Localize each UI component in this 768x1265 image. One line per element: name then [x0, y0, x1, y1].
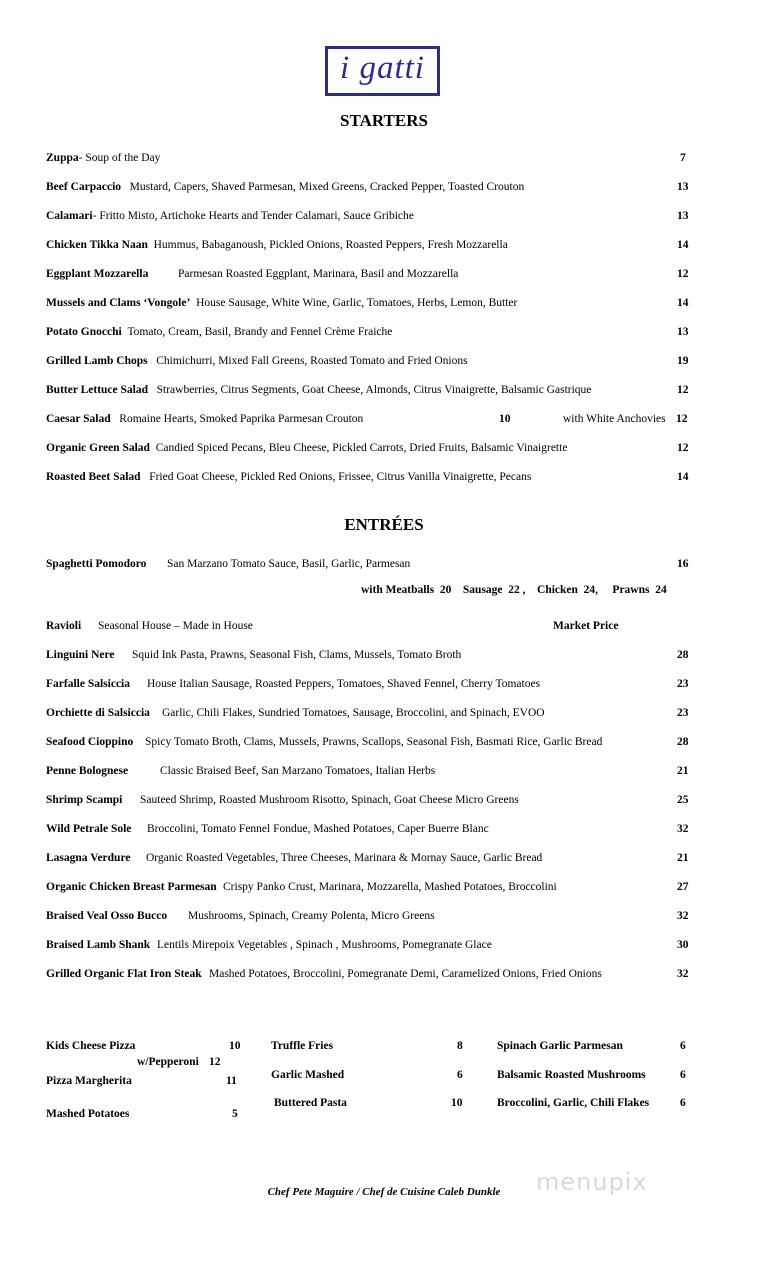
item-price: 12 — [677, 442, 689, 454]
item-description: Mushrooms, Spinach, Creamy Polenta, Micro Greens — [188, 910, 435, 922]
item-price: 14 — [677, 471, 689, 483]
entrees-title: ENTRÉES — [344, 515, 424, 534]
item-description: Seasonal House – Made in House — [98, 620, 253, 632]
list-item: Lasagna Verdure — [46, 852, 131, 864]
item-price: 12 — [676, 413, 688, 425]
list-item: Orchiette di Salsiccia — [46, 707, 150, 719]
item-price: 25 — [677, 794, 689, 806]
list-item: Shrimp Scampi — [46, 794, 123, 806]
item-price: 6 — [680, 1097, 686, 1109]
list-item: Roasted Beet Salad Fried Goat Cheese, Pickled Red Onions, Frissee, Citrus Vanilla Vinaigrette, Pecans — [46, 471, 532, 483]
list-item: Broccolini, Garlic, Chili Flakes — [497, 1097, 650, 1109]
item-price: 19 — [677, 355, 689, 367]
pepperoni-addon: w/Pepperoni — [137, 1056, 199, 1068]
item-price: 21 — [677, 852, 689, 864]
item-price: 27 — [677, 881, 689, 893]
list-item: Linguini Nere — [46, 649, 115, 661]
list-item: Grilled Organic Flat Iron Steak — [46, 968, 202, 980]
starters-title: STARTERS — [340, 111, 428, 130]
mashed-potatoes: Mashed Potatoes — [46, 1108, 130, 1120]
list-item: Calamari- Fritto Misto, Artichoke Hearts and Tender Calamari, Sauce Gribiche — [46, 210, 414, 222]
list-item: Braised Lamb Shank — [46, 939, 151, 951]
restaurant-logo — [325, 46, 440, 96]
list-item: Garlic Mashed — [271, 1069, 345, 1081]
list-item: Penne Bolognese — [46, 765, 129, 777]
chef-credits: Chef Pete Maguire / Chef de Cuisine Caleb Dunkle — [267, 1186, 501, 1198]
item-description: San Marzano Tomato Sauce, Basil, Garlic, Parmesan — [167, 558, 411, 570]
list-item: Grilled Lamb Chops Chimichurri, Mixed Fall Greens, Roasted Tomato and Fried Onions — [46, 355, 468, 367]
item-description: House Italian Sausage, Roasted Peppers, Tomatoes, Shaved Fennel, Cherry Tomatoes — [147, 678, 541, 690]
item-price: 23 — [677, 678, 689, 690]
item-price: 10 — [451, 1097, 463, 1109]
pizza-margherita: Pizza Margherita — [46, 1075, 132, 1087]
list-item: Beef Carpaccio Mustard, Capers, Shaved Parmesan, Mixed Greens, Cracked Pepper, Toasted Crouton — [46, 181, 525, 193]
list-item: Caesar Salad Romaine Hearts, Smoked Paprika Parmesan Crouton — [46, 413, 364, 425]
item-price: 12 — [677, 268, 689, 280]
item-price: 7 — [680, 152, 686, 164]
item-price: 6 — [457, 1069, 463, 1081]
item-description: Garlic, Chili Flakes, Sundried Tomatoes, Sausage, Broccolini, and Spinach, EVOO — [162, 707, 545, 719]
item-description: Classic Braised Beef, San Marzano Tomatoes, Italian Herbs — [160, 765, 436, 777]
list-item: Butter Lettuce Salad Strawberries, Citrus Segments, Goat Cheese, Almonds, Citrus Vinaigrette, Balsamic Gastrique — [46, 384, 592, 396]
item-price: 8 — [457, 1040, 463, 1052]
list-item: Wild Petrale Sole — [46, 823, 132, 835]
list-item: Eggplant Mozzarella — [46, 268, 149, 280]
list-item: Zuppa- Soup of the Day — [46, 152, 161, 164]
item-price: 12 — [677, 384, 689, 396]
item-price: 28 — [677, 649, 689, 661]
item-description: Parmesan Roasted Eggplant, Marinara, Basil and Mozzarella — [178, 268, 459, 280]
item-description: Squid Ink Pasta, Prawns, Seasonal Fish, Clams, Mussels, Tomato Broth — [132, 649, 462, 661]
item-price: 32 — [677, 910, 689, 922]
list-item: Organic Green Salad Candied Spiced Pecans, Bleu Cheese, Pickled Carrots, Dried Fruits, Balsamic Vinaigrette — [46, 442, 568, 454]
list-item: Truffle Fries — [271, 1040, 334, 1052]
item-price: 13 — [677, 181, 689, 193]
item-price: 13 — [677, 326, 689, 338]
list-item: Spinach Garlic Parmesan — [497, 1040, 623, 1052]
item-price: 6 — [680, 1040, 686, 1052]
kids-cheese-pizza: Kids Cheese Pizza — [46, 1040, 136, 1052]
item-price: 10 — [229, 1040, 241, 1052]
list-item: Mussels and Clams ‘Vongole’ House Sausage, White Wine, Garlic, Tomatoes, Herbs, Lemon, Butter — [46, 297, 518, 309]
item-addons: with Meatballs 20 Sausage 22 , Chicken 24, Prawns 24 — [361, 584, 667, 596]
restaurant-name: i gatti — [340, 49, 425, 86]
list-item: Buttered Pasta — [274, 1097, 347, 1109]
item-description: Mashed Potatoes, Broccolini, Pomegranate Demi, Caramelized Onions, Fried Onions — [209, 968, 602, 980]
item-price-regular: 10 — [499, 413, 511, 425]
item-price: 23 — [677, 707, 689, 719]
list-item: Organic Chicken Breast Parmesan — [46, 881, 217, 893]
item-price: 21 — [677, 765, 689, 777]
item-description: Organic Roasted Vegetables, Three Cheeses, Marinara & Mornay Sauce, Garlic Bread — [146, 852, 543, 864]
item-price: 30 — [677, 939, 689, 951]
list-item: Seafood Cioppino — [46, 736, 134, 748]
item-price: 5 — [232, 1108, 238, 1120]
item-description: Crispy Panko Crust, Marinara, Mozzarella, Mashed Potatoes, Broccolini — [223, 881, 557, 893]
item-note: with White Anchovies — [563, 413, 666, 425]
list-item: Spaghetti Pomodoro — [46, 558, 147, 570]
item-description: Lentils Mirepoix Vegetables , Spinach , Mushrooms, Pomegranate Glace — [157, 939, 492, 951]
item-price: 13 — [677, 210, 689, 222]
item-price: 11 — [226, 1075, 237, 1087]
list-item: Braised Veal Osso Bucco — [46, 910, 168, 922]
item-price: 6 — [680, 1069, 686, 1081]
item-price: 12 — [209, 1056, 221, 1068]
item-price: 14 — [677, 239, 689, 251]
list-item: Farfalle Salsiccia — [46, 678, 130, 690]
watermark-logo: menupix — [536, 1168, 648, 1196]
item-price: 32 — [677, 823, 689, 835]
list-item: Chicken Tikka Naan Hummus, Babaganoush, Pickled Onions, Roasted Peppers, Fresh Mozzarella — [46, 239, 508, 251]
list-item: Ravioli — [46, 620, 82, 632]
item-price: 28 — [677, 736, 689, 748]
item-description: Broccolini, Tomato Fennel Fondue, Mashed Potatoes, Caper Buerre Blanc — [147, 823, 489, 835]
item-price: 14 — [677, 297, 689, 309]
item-description: Sauteed Shrimp, Roasted Mushroom Risotto, Spinach, Goat Cheese Micro Greens — [140, 794, 519, 806]
list-item: Potato Gnocchi Tomato, Cream, Basil, Brandy and Fennel Crème Fraiche — [46, 326, 393, 338]
item-price: 32 — [677, 968, 689, 980]
item-price: 16 — [677, 558, 689, 570]
item-price: Market Price — [553, 620, 619, 632]
list-item: Balsamic Roasted Mushrooms — [497, 1069, 646, 1081]
item-description: Spicy Tomato Broth, Clams, Mussels, Prawns, Scallops, Seasonal Fish, Basmati Rice, Garlic Bread — [145, 736, 603, 748]
